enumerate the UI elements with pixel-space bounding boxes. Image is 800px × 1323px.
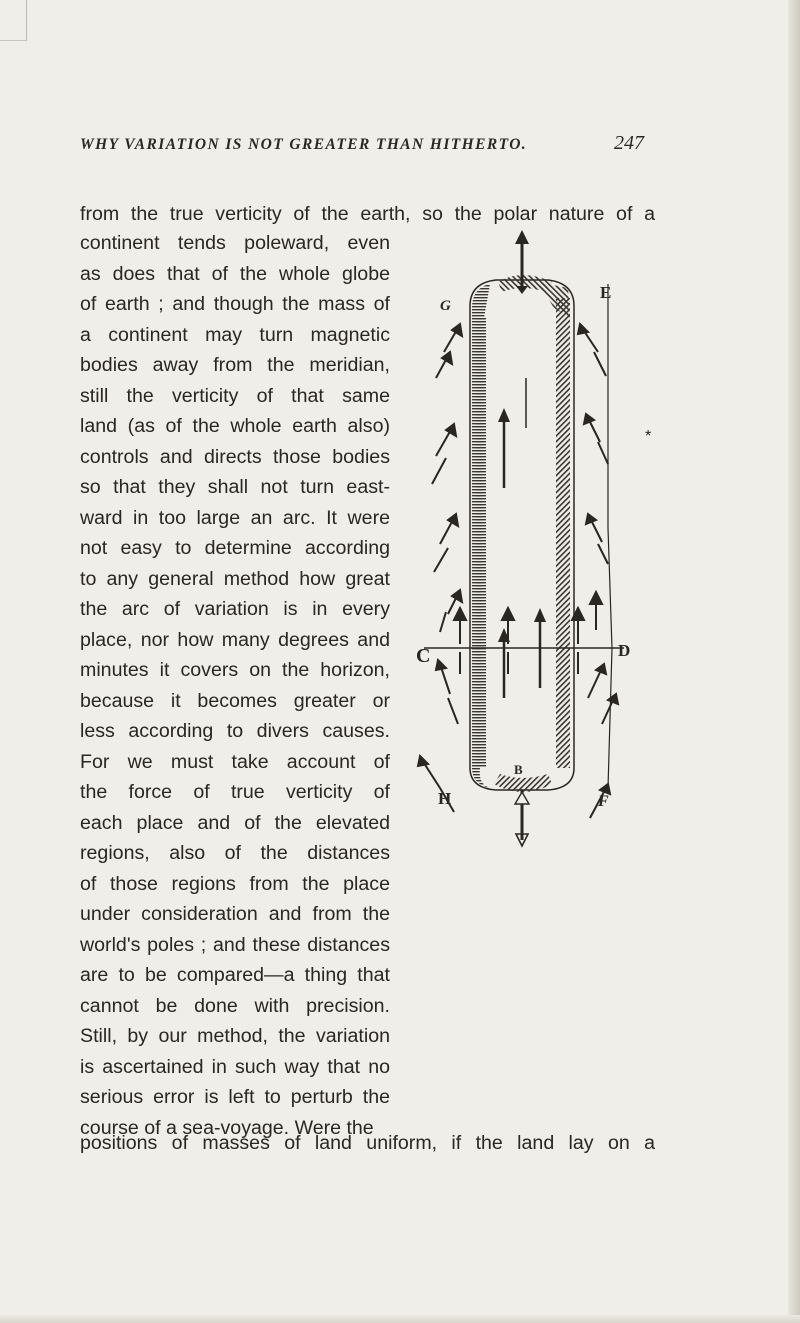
meridian-line	[608, 284, 612, 788]
asterisk-mark: *	[645, 428, 652, 445]
running-head: WHY VARIATION IS NOT GREATER THAN HITHERTO.	[80, 136, 528, 153]
label-d: D	[618, 641, 631, 660]
page-bottom-edge	[0, 1315, 800, 1323]
column-line: cannot be done with precision.	[80, 994, 390, 1017]
page-corner-edge	[0, 0, 27, 41]
label-g: G	[440, 298, 451, 314]
column-line: For we must take account of	[80, 750, 390, 773]
column-line: the force of true verticity of	[80, 781, 390, 803]
column-line: serious error is left to perturb the	[80, 1086, 390, 1108]
column-line: course of a sea-voyage. Were the	[80, 1116, 374, 1139]
column-line: is ascertained in such way that no	[80, 1055, 390, 1078]
body-last-line: positions of masses of land uniform, if the land lay on a	[80, 1132, 655, 1154]
body-first-line: from the true verticity of the earth, so the polar nature of a	[80, 203, 655, 225]
column-line: Still, by our method, the variation	[80, 1025, 390, 1047]
column-line: under consideration and from the	[80, 903, 390, 925]
column-line: regions, also of the distances	[80, 842, 390, 864]
column-line: as does that of the whole globe	[80, 262, 390, 285]
column-line: are to be compared—a thing that	[80, 964, 390, 986]
column-line: so that they shall not turn east-	[80, 476, 390, 498]
page-right-edge	[788, 0, 800, 1323]
label-b: B	[514, 762, 523, 777]
column-line: of those regions from the place	[80, 872, 390, 895]
terrella-body	[470, 275, 574, 792]
column-line: not easy to determine according	[80, 537, 390, 559]
column-line: of earth ; and though the mass of	[80, 293, 390, 315]
column-line: world's poles ; and these distances	[80, 933, 390, 956]
page-number: 247	[614, 132, 644, 154]
column-line: minutes it covers on the horizon,	[80, 659, 390, 681]
column-line: controls and directs those bodies	[80, 445, 390, 468]
column-line: ward in too large an arc. It were	[80, 506, 390, 529]
column-line: a continent may turn magnetic	[80, 323, 390, 346]
label-h: H	[438, 789, 452, 808]
column-line: bodies away from the meridian,	[80, 354, 390, 376]
text-column	[80, 228, 390, 1143]
column-line: land (as of the whole earth also)	[80, 415, 390, 437]
column-line: the arc of variation is in every	[80, 598, 390, 620]
column-line: place, nor how many degrees and	[80, 628, 390, 651]
label-f: F	[598, 793, 609, 810]
magnetic-earth-figure	[418, 228, 638, 808]
label-c: C	[416, 645, 431, 667]
column-line: each place and of the elevated	[80, 811, 390, 834]
column-line: continent tends poleward, even	[80, 232, 390, 254]
column-line: to any general method how great	[80, 567, 390, 590]
column-line: still the verticity of that same	[80, 384, 390, 407]
column-line: because it becomes greater or	[80, 689, 390, 712]
label-e: E	[600, 283, 612, 302]
column-line: less according to divers causes.	[80, 720, 390, 742]
